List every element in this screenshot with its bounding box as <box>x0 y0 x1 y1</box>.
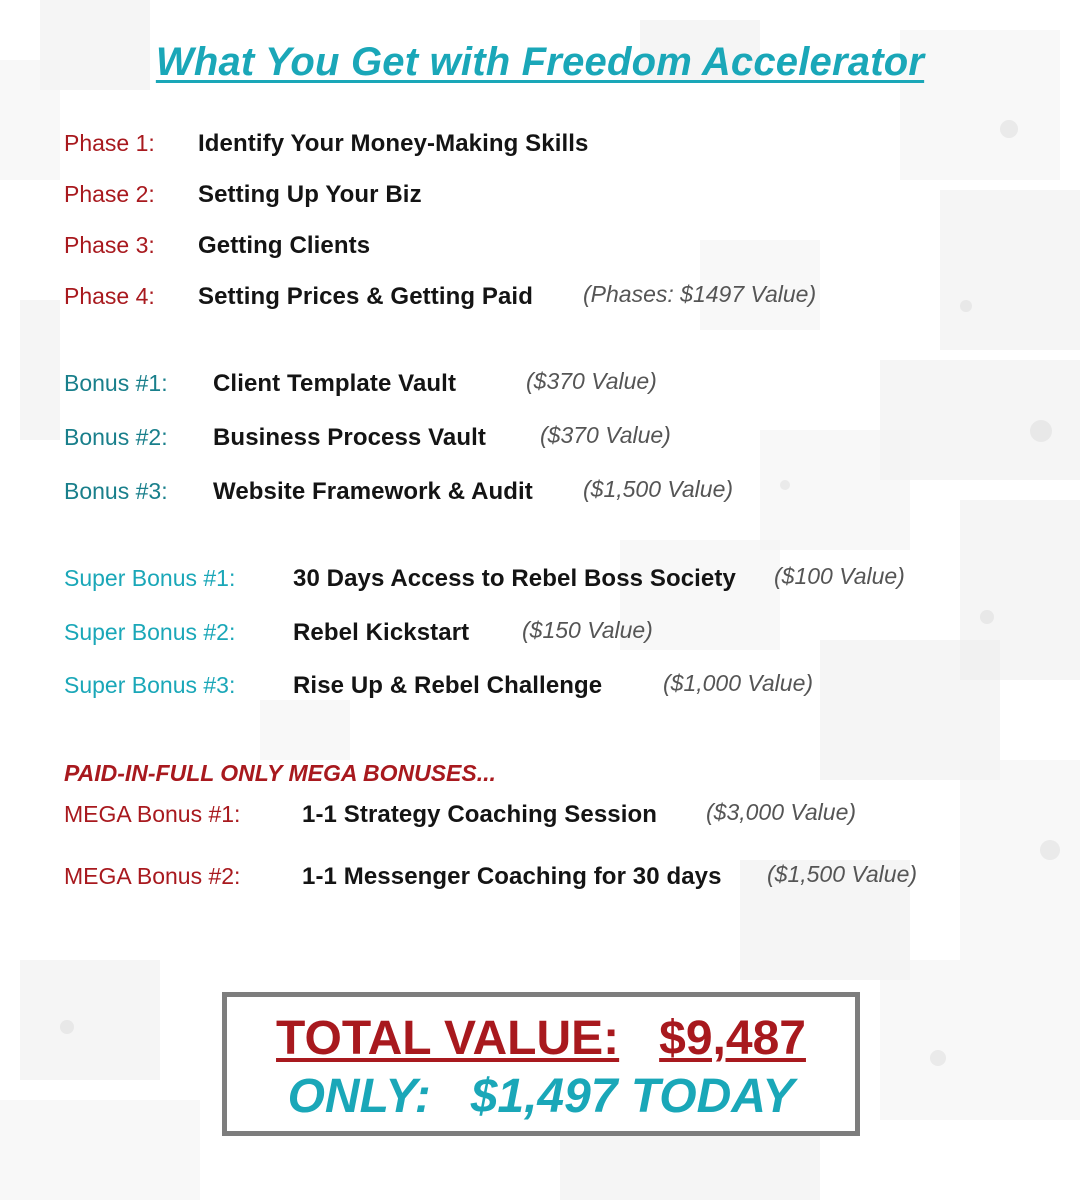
mega-bonus-row <box>0 863 1080 897</box>
mega-bonus-value: ($1,500 Value) <box>767 861 918 887</box>
mega-bonus-item: 1-1 Messenger Coaching for 30 days <box>302 863 722 890</box>
super-bonus-value: ($1,000 Value) <box>663 670 814 696</box>
super-bonus-label: Super Bonus #3: <box>64 672 236 698</box>
phase-row <box>0 283 1080 317</box>
bonus-item: Client Template Vault <box>213 370 457 397</box>
super-bonus-row <box>0 619 1080 653</box>
mega-bonus-label: MEGA Bonus #1: <box>64 801 241 827</box>
bonus-value: ($1,500 Value) <box>583 476 734 502</box>
bonus-label: Bonus #3: <box>64 478 168 504</box>
total-value-line <box>227 1011 855 1066</box>
super-bonus-item: Rise Up & Rebel Challenge <box>293 672 603 699</box>
phase-item: Setting Up Your Biz <box>198 181 422 208</box>
bonus-row <box>0 478 1080 512</box>
mega-bonuses-heading: PAID-IN-FULL ONLY MEGA BONUSES... <box>64 760 496 786</box>
phase-row <box>0 232 1080 266</box>
bonus-value: ($370 Value) <box>526 368 657 394</box>
super-bonus-item: Rebel Kickstart <box>293 619 470 646</box>
bonus-item: Website Framework & Audit <box>213 478 533 505</box>
total-value-amount: $9,487 <box>659 1012 806 1065</box>
total-value-box <box>222 992 860 1136</box>
price-today-line <box>227 1069 855 1124</box>
total-value-label: TOTAL VALUE: <box>276 1012 620 1065</box>
phase-item: Identify Your Money-Making Skills <box>198 130 589 157</box>
bonus-item: Business Process Vault <box>213 424 486 451</box>
phase-label: Phase 1: <box>64 130 155 156</box>
price-today-amount: $1,497 TODAY <box>470 1070 795 1123</box>
page-title: What You Get with Freedom Accelerator <box>155 40 925 84</box>
bonus-row <box>0 370 1080 404</box>
phase-row <box>0 130 1080 164</box>
phase-item: Setting Prices & Getting Paid <box>198 283 533 310</box>
bonus-row <box>0 424 1080 458</box>
mega-bonus-row <box>0 801 1080 835</box>
super-bonus-value: ($100 Value) <box>774 563 905 589</box>
bonus-label: Bonus #2: <box>64 424 168 450</box>
super-bonus-item: 30 Days Access to Rebel Boss Society <box>293 565 736 592</box>
price-today-label: ONLY: <box>287 1070 431 1123</box>
super-bonus-row <box>0 565 1080 599</box>
super-bonus-row <box>0 672 1080 706</box>
phase-item: Getting Clients <box>198 232 371 259</box>
super-bonus-label: Super Bonus #1: <box>64 565 236 591</box>
mega-bonus-value: ($3,000 Value) <box>706 799 857 825</box>
phase-label: Phase 4: <box>64 283 155 309</box>
mega-bonus-label: MEGA Bonus #2: <box>64 863 241 889</box>
mega-bonus-item: 1-1 Strategy Coaching Session <box>302 801 658 828</box>
phase-label: Phase 3: <box>64 232 155 258</box>
phase-row <box>0 181 1080 215</box>
super-bonus-label: Super Bonus #2: <box>64 619 236 645</box>
phase-label: Phase 2: <box>64 181 155 207</box>
phase-value: (Phases: $1497 Value) <box>583 281 817 307</box>
super-bonus-value: ($150 Value) <box>522 617 653 643</box>
bonus-value: ($370 Value) <box>540 422 671 448</box>
bonus-label: Bonus #1: <box>64 370 168 396</box>
